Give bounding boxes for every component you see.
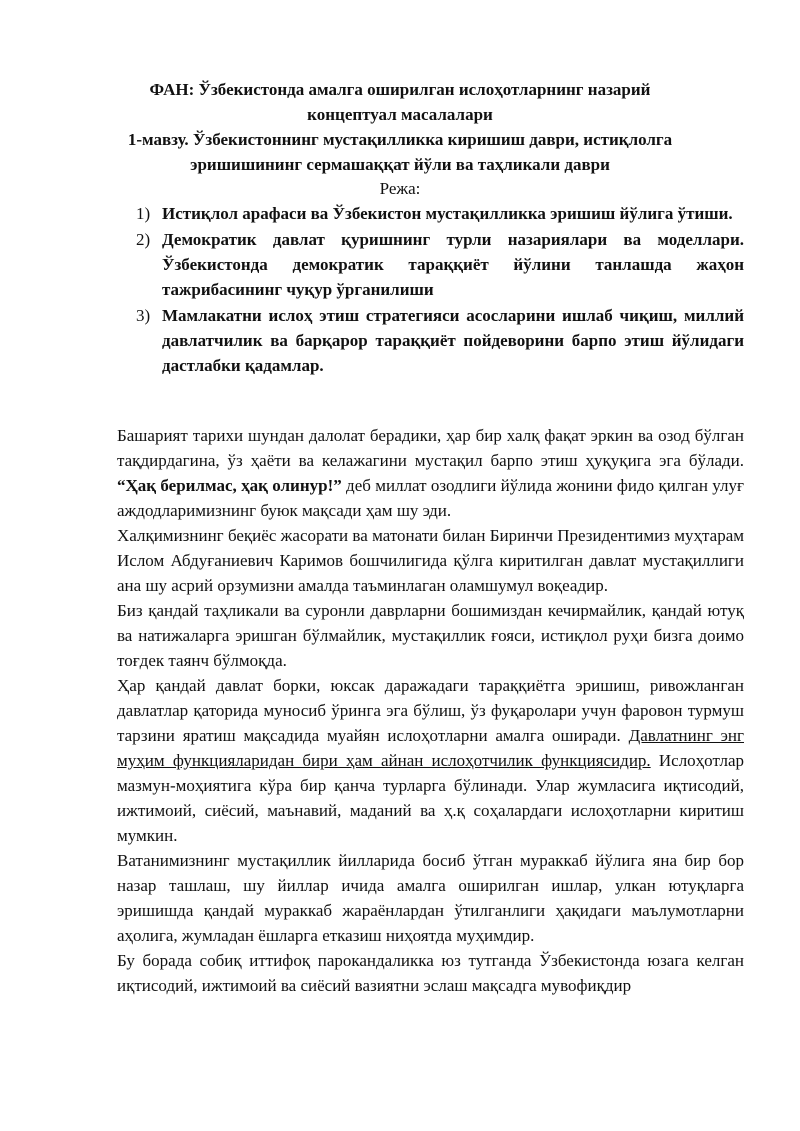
plan-item: [132, 227, 744, 302]
paragraph-1-text-b: деб миллат озодлиги йўлида жонини фидо қилган улуғ аждодларимизнинг буюк мақсади ҳам шу эди.: [117, 476, 744, 520]
paragraph-3: Биз қандай таҳликали ва суронли даврларни бошимиздан кечирмайлик, қандай ютуқ ва натижаларга эришган бўлмайлик, мустақиллик ғояси, истиқлол руҳи бизга доимо тоғдек таянч бўлмоқда.: [117, 601, 744, 670]
plan-item-number: 3): [136, 306, 151, 325]
paragraph-5: Ватанимизнинг мустақиллик йилларида босиб ўтган мураккаб йўлига яна бир бор назар ташлаш, шу йиллар ичида амалга оширилган ишлар, улкан ютуқларга эришишда қандай мураккаб жараёнлардан ўтилганлиги ҳақидаги маълумотларни аҳолига, жумладан ёшларга етказиш ниҳоятда муҳимдир.: [117, 851, 744, 945]
paragraph-1: [117, 423, 744, 523]
paragraph-4-text-b: Ислоҳотлар мазмун-моҳиятига кўра бир қанча турларга бўлинади. Улар жумласига иқтисодий, ижтимоий, сиёсий, маънавий, маданий ва ҳ.қ соҳалардаги ислоҳотларни киритиш мумкин.: [117, 751, 744, 845]
subject-title-line-2: концептуал масалалари: [307, 105, 493, 124]
topic-title-line-1: 1-мавзу. Ўзбекистоннинг мустақилликка киришиш даври, истиқлолга: [127, 130, 673, 149]
plan-item: [132, 303, 744, 378]
underlined-sentence: Давлатнинг энг муҳим функцияларидан бири ҳам айнан ислоҳотчилик функциясидир.: [117, 726, 744, 770]
paragraph-6: Бу борада собиқ иттифоқ парокандаликка юз тутганда Ўзбекистонда юзага келган иқтисодий, ижтимоий ва сиёсий вазиятни эслаш мақсадга мувофиқдир: [117, 951, 744, 995]
plan-item-text: Истиқлол арафаси ва Ўзбекистон мустақилликка эришиш йўлига ўтиши.: [162, 204, 733, 223]
bold-quote: “Ҳақ берилмас, ҳақ олинур!”: [117, 476, 342, 495]
plan-item-text: Демократик давлат қуришнинг турли назариялари ва моделлари. Ўзбекистонда демократик тараққиёт йўлини танлашда жаҳон тажрибасининг чуқур ўрганилиши: [162, 230, 744, 299]
paragraph-4-text-a: Ҳар қандай давлат борки, юксак даражадаги тараққиётга эришиш, ривожланган давлатлар қаторида муносиб ўринга эга бўлиш, ўз фуқаролари учун фаровон турмуш тарзини яратиш мақсадида муайян ислоҳотларни амалга оширади.: [117, 676, 744, 745]
plan-list: [132, 201, 744, 379]
plan-label: Режа:: [379, 179, 421, 198]
plan-item: [132, 201, 744, 226]
paragraph-1-text-a: Башарият тарихи шундан далолат берадики, ҳар бир халқ фақат эркин ва озод бўлган тақдирдагина, ўз ҳаёти ва келажагини мустақил барпо этиш ҳуқуқига эга бўлади.: [117, 426, 744, 470]
paragraph-4: [117, 673, 744, 848]
paragraph-2: Халқимизнинг беқиёс жасорати ва матонати билан Биринчи Президентимиз муҳтарам Ислом Абдуғаниевич Каримов бошчилигида қўлга киритилган давлат мустақиллиги ана шу асрий орзумизни амалда таъминлаган оламшумул воқеадир.: [117, 526, 744, 595]
plan-item-number: 1): [136, 204, 151, 223]
plan-item-text: Мамлакатни ислоҳ этиш стратегияси асосларини ишлаб чиқиш, миллий давлатчилик ва барқарор тараққиёт пойдеворини барпо этиш йўлидаги дастлабки қадамлар.: [162, 306, 744, 375]
subject-title-line-1: ФАН: Ўзбекистонда амалга оширилган ислоҳотларнинг назарий: [149, 80, 651, 99]
plan-item-number: 2): [136, 230, 151, 249]
body-text: [117, 423, 744, 998]
topic-title-line-2: эришишининг сермашаққат йўли ва таҳликали даври: [190, 155, 610, 174]
